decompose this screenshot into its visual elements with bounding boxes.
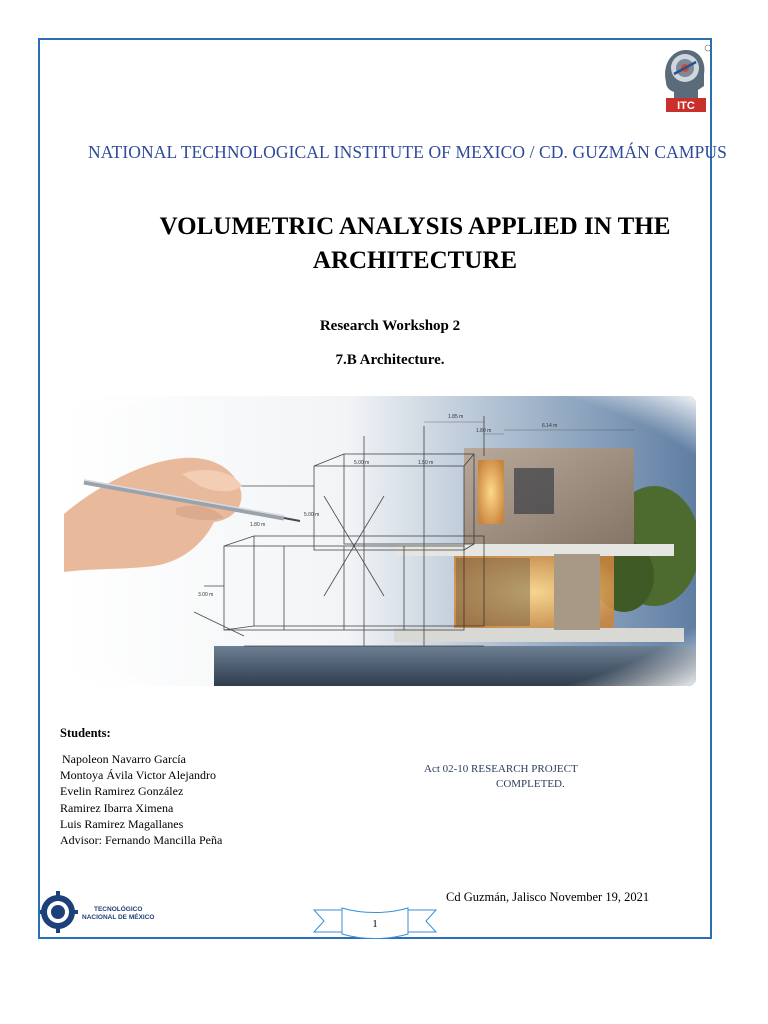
activity-line-2: COMPLETED. (496, 778, 565, 790)
page-number: 1 (372, 918, 378, 930)
subtitle: Research Workshop 2 (319, 318, 461, 334)
activity-line-1: Act 02-10 RESEARCH PROJECT (424, 763, 578, 775)
architecture-sketch-house-image (64, 396, 696, 686)
tecnm-line-1: TECNOLÓGICO (94, 906, 143, 913)
title-line-2: ARCHITECTURE (312, 247, 518, 274)
tecnm-line-2: NACIONAL DE MÉXICO (82, 914, 155, 921)
course-label: 7.B Architecture. (335, 352, 445, 368)
list-item: Montoya Ávila Victor Alejandro (60, 768, 217, 783)
date-place: Cd Guzmán, Jalisco November 19, 2021 (446, 890, 650, 904)
tecnm-wordmark (82, 906, 154, 922)
title-line-1: VOLUMETRIC ANALYSIS APPLIED IN THE (159, 213, 671, 240)
svg-text:ITC: ITC (677, 100, 695, 112)
document-title (100, 210, 730, 278)
list-item: Napoleon Navarro García (62, 752, 186, 766)
students-label: Students: (60, 726, 111, 740)
advisor: Advisor: Fernando Mancilla Peña (60, 833, 223, 848)
list-item: Ramirez Ibarra Ximena (60, 800, 174, 815)
activity-note (424, 762, 578, 792)
students-list (60, 751, 222, 848)
list-item: Luis Ramirez Magallanes (60, 816, 184, 831)
institute-name: NATIONAL TECHNOLOGICAL INSTITUTE OF MEXICO / CD. GUZMÁN CAMPUS (88, 142, 727, 162)
list-item: Evelin Ramirez González (60, 784, 184, 799)
itc-gear-head-logo-icon (652, 42, 714, 114)
